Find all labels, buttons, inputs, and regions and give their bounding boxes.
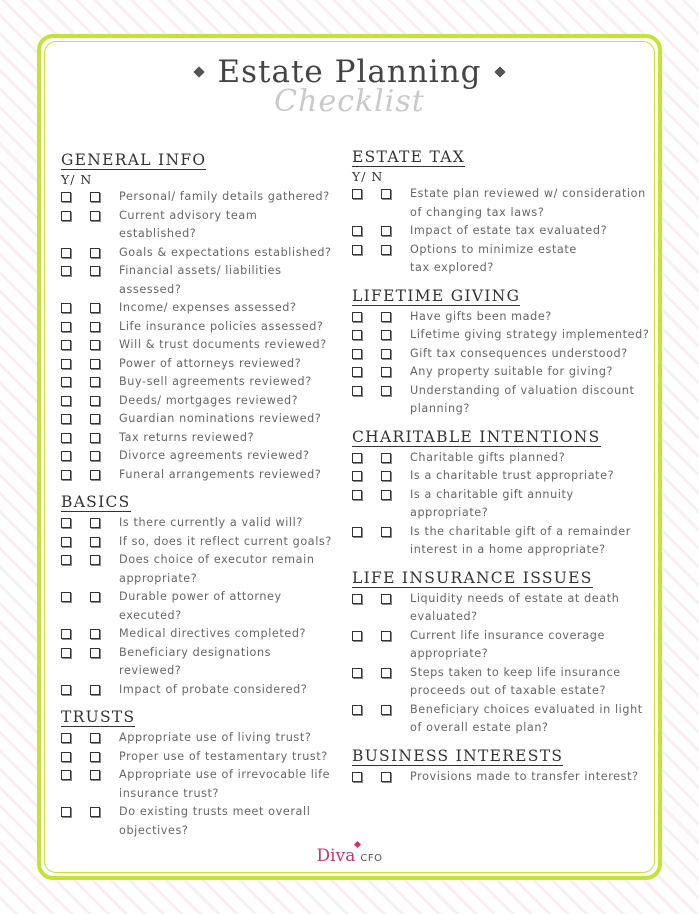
item-line: Impact of probate considered?	[119, 682, 308, 696]
item-line: Medical directives completed?	[119, 627, 307, 640]
item-line: Charitable gifts planned?	[410, 450, 566, 464]
item-text	[410, 345, 628, 364]
item-text	[119, 447, 310, 466]
section-estate-tax	[352, 147, 652, 278]
item-line: of changing tax laws?	[410, 205, 545, 219]
yes-checkbox[interactable]	[61, 685, 71, 695]
item-line: Options to minimize estate	[410, 242, 577, 256]
checklist-item	[61, 429, 336, 448]
no-checkbox[interactable]	[90, 396, 100, 406]
yes-checkbox[interactable]	[352, 312, 362, 322]
section-business-interests	[352, 746, 652, 787]
yes-checkbox[interactable]	[61, 752, 71, 762]
item-line: Current advisory team established?	[119, 208, 258, 240]
checklist-item	[61, 188, 336, 207]
no-checkbox[interactable]	[90, 629, 100, 639]
yes-checkbox[interactable]	[352, 668, 362, 678]
item-text	[119, 336, 327, 355]
no-checkbox[interactable]	[381, 349, 391, 359]
item-text	[410, 326, 649, 345]
item-text	[119, 429, 254, 448]
item-line: Is a charitable gift annuity	[410, 487, 574, 501]
no-checkbox[interactable]	[90, 685, 100, 695]
no-checkbox[interactable]	[381, 330, 391, 340]
yes-checkbox[interactable]	[61, 377, 71, 387]
item-text	[119, 729, 311, 748]
checklist-item	[61, 551, 336, 588]
checklist-item	[61, 681, 336, 700]
checklist-item	[352, 222, 652, 241]
yes-checkbox[interactable]	[61, 303, 71, 313]
checklist-item	[61, 447, 336, 466]
item-text	[119, 748, 328, 767]
item-text	[410, 308, 552, 327]
checklist-item	[352, 627, 652, 664]
logo	[0, 842, 699, 866]
item-line: Is a charitable trust appropriate?	[410, 469, 615, 482]
item-line: evaluated?	[410, 610, 478, 623]
title-text: Estate Planning	[217, 54, 482, 90]
no-checkbox[interactable]	[90, 807, 100, 817]
yes-checkbox[interactable]	[61, 629, 71, 639]
item-line: Deeds/ mortgages reviewed?	[119, 393, 299, 407]
checklist-item	[61, 355, 336, 374]
item-line: Impact of estate tax evaluated?	[410, 224, 608, 237]
yes-checkbox[interactable]	[352, 245, 362, 255]
yes-checkbox[interactable]	[61, 340, 71, 350]
left-column	[61, 150, 336, 848]
item-line: Appropriate use of irrevocable life	[119, 768, 331, 781]
item-line: Divorce agreements reviewed?	[119, 449, 310, 462]
logo-gem-icon	[354, 841, 361, 848]
item-line: Provisions made to transfer interest?	[410, 769, 639, 783]
checklist-item	[352, 467, 652, 486]
item-text	[410, 523, 631, 560]
yes-checkbox[interactable]	[61, 592, 71, 602]
checklist-item	[352, 486, 652, 523]
yes-checkbox[interactable]	[352, 594, 362, 604]
checklist-item	[61, 466, 336, 485]
yes-checkbox[interactable]	[352, 631, 362, 641]
item-line: Beneficiary designations reviewed?	[119, 645, 272, 677]
no-checkbox[interactable]	[90, 770, 100, 780]
item-line: Goals & expectations established?	[119, 245, 332, 259]
item-text	[119, 466, 321, 485]
item-line: Beneficiary choices evaluated in light	[410, 702, 643, 716]
no-checkbox[interactable]	[381, 189, 391, 199]
yes-checkbox[interactable]	[61, 537, 71, 547]
no-checkbox[interactable]	[90, 733, 100, 743]
item-line: objectives?	[119, 823, 189, 837]
item-text	[410, 467, 614, 486]
checklist-item	[61, 803, 336, 840]
item-text	[410, 363, 613, 382]
no-checkbox[interactable]	[90, 248, 100, 258]
checklist-item	[61, 299, 336, 318]
yes-checkbox[interactable]	[352, 349, 362, 359]
item-line: Steps taken to keep life insurance	[410, 665, 621, 679]
checklist-item	[61, 244, 336, 263]
checklist-item	[352, 382, 652, 419]
checklist-item	[61, 766, 336, 803]
checklist-item	[352, 449, 652, 468]
no-checkbox[interactable]	[381, 386, 391, 396]
item-text	[410, 486, 574, 523]
item-line: Have gifts been made?	[410, 309, 552, 323]
no-checkbox[interactable]	[90, 377, 100, 387]
no-checkbox[interactable]	[381, 631, 391, 641]
item-line: Durable power of attorney	[119, 590, 282, 603]
yes-checkbox[interactable]	[352, 772, 362, 782]
section-trusts	[61, 707, 336, 840]
no-checkbox[interactable]	[381, 527, 391, 537]
no-checkbox[interactable]	[90, 752, 100, 762]
item-line: planning?	[410, 402, 470, 415]
no-checkbox[interactable]	[90, 451, 100, 461]
checklist-item	[352, 701, 652, 738]
yes-checkbox[interactable]	[352, 453, 362, 463]
item-text	[410, 382, 634, 419]
checklist-item	[352, 363, 652, 382]
item-text	[119, 514, 303, 533]
item-text	[119, 410, 321, 429]
item-line: appropriate?	[410, 506, 489, 519]
item-line: Income/ expenses assessed?	[119, 301, 297, 314]
section-charitable-intentions	[352, 427, 652, 560]
yes-checkbox[interactable]	[61, 555, 71, 565]
item-line: appropriate?	[410, 647, 489, 660]
page-subtitle: Checklist	[274, 84, 425, 119]
section-title: ESTATE TAX	[352, 148, 466, 166]
item-text	[119, 681, 307, 700]
item-line: interest in a home appropriate?	[410, 543, 606, 556]
no-checkbox[interactable]	[90, 470, 100, 480]
item-line: Tax returns reviewed?	[119, 430, 255, 444]
item-text	[410, 701, 643, 738]
item-line: appropriate?	[119, 571, 198, 585]
item-text	[119, 373, 312, 392]
no-checkbox[interactable]	[90, 414, 100, 424]
item-line: Will & trust documents reviewed?	[119, 338, 327, 351]
right-column	[352, 147, 652, 794]
yes-checkbox[interactable]	[61, 266, 71, 276]
yes-checkbox[interactable]	[61, 451, 71, 461]
item-text	[119, 355, 301, 374]
yes-checkbox[interactable]	[352, 330, 362, 340]
no-checkbox[interactable]	[381, 490, 391, 500]
item-text	[410, 222, 607, 241]
yes-checkbox[interactable]	[61, 433, 71, 443]
checklist-item	[61, 410, 336, 429]
checklist-item	[352, 326, 652, 345]
item-text	[410, 664, 621, 701]
item-line: Does choice of executor remain	[119, 553, 315, 566]
no-checkbox[interactable]	[90, 322, 100, 332]
section-title: BUSINESS INTERESTS	[352, 746, 564, 765]
checklist-item	[61, 262, 336, 299]
no-checkbox[interactable]	[90, 266, 100, 276]
item-line: Buy-sell agreements reviewed?	[119, 375, 312, 388]
no-checkbox[interactable]	[381, 668, 391, 678]
no-checkbox[interactable]	[381, 471, 391, 481]
no-checkbox[interactable]	[90, 433, 100, 443]
yes-checkbox[interactable]	[61, 807, 71, 817]
yes-checkbox[interactable]	[61, 733, 71, 743]
item-text	[119, 803, 310, 840]
yes-checkbox[interactable]	[352, 490, 362, 500]
item-text	[119, 551, 315, 588]
checklist-item	[352, 345, 652, 364]
checklist-item	[61, 588, 336, 625]
item-line: If so, does it reflect current goals?	[119, 534, 332, 548]
checklist-item	[61, 644, 336, 681]
item-line: executed?	[119, 608, 182, 622]
section-basics	[61, 492, 336, 699]
checklist-item	[61, 533, 336, 552]
yes-checkbox[interactable]	[352, 527, 362, 537]
item-text	[410, 241, 577, 278]
item-line: Gift tax consequences understood?	[410, 346, 628, 360]
item-line: Understanding of valuation discount	[410, 383, 635, 397]
yes-checkbox[interactable]	[352, 367, 362, 377]
yes-checkbox[interactable]	[61, 192, 71, 202]
item-text	[410, 449, 565, 468]
no-checkbox[interactable]	[90, 537, 100, 547]
item-text	[119, 299, 297, 318]
section-title: TRUSTS	[61, 708, 136, 726]
yes-checkbox[interactable]	[352, 705, 362, 715]
yes-checkbox[interactable]	[352, 189, 362, 199]
item-line: Is the charitable gift of a remainder	[410, 524, 631, 538]
yes-checkbox[interactable]	[61, 518, 71, 528]
checklist-item	[61, 729, 336, 748]
no-checkbox[interactable]	[90, 192, 100, 202]
item-text	[410, 185, 646, 222]
item-text	[119, 318, 323, 337]
no-checkbox[interactable]	[381, 594, 391, 604]
checklist-item	[61, 625, 336, 644]
item-text	[119, 766, 330, 803]
item-line: Funeral arrangements reviewed?	[119, 467, 322, 481]
checklist-item	[352, 768, 652, 787]
item-line: Is there currently a valid will?	[119, 516, 303, 529]
checklist-item	[352, 590, 652, 627]
item-line: Liquidity needs of estate at death	[410, 591, 620, 605]
no-checkbox[interactable]	[381, 312, 391, 322]
item-line: Guardian nominations reviewed?	[119, 412, 322, 425]
section-title: LIFE INSURANCE ISSUES	[352, 568, 593, 587]
item-text	[119, 188, 330, 207]
item-line: proceeds out of taxable estate?	[410, 684, 607, 697]
item-text	[119, 262, 336, 299]
yes-checkbox[interactable]	[61, 248, 71, 258]
checklist-item	[352, 308, 652, 327]
item-text	[119, 533, 332, 552]
item-text	[410, 627, 605, 664]
item-line: Personal/ family details gathered?	[119, 190, 330, 203]
item-text	[119, 625, 306, 644]
checklist-item	[61, 514, 336, 533]
checklist-item	[352, 241, 652, 278]
yes-checkbox[interactable]	[61, 470, 71, 480]
no-checkbox[interactable]	[381, 772, 391, 782]
no-checkbox[interactable]	[90, 340, 100, 350]
item-line: Appropriate use of living trust?	[119, 731, 312, 744]
checklist-item	[61, 336, 336, 355]
section-title: GENERAL INFO	[61, 151, 207, 169]
checklist-item	[61, 748, 336, 767]
no-checkbox[interactable]	[90, 648, 100, 658]
no-checkbox[interactable]	[381, 226, 391, 236]
checklist-item	[61, 207, 336, 244]
diamond-ornament-right	[494, 66, 505, 77]
section-title: CHARITABLE INTENTIONS	[352, 427, 601, 446]
diamond-ornament-left	[194, 66, 205, 77]
section-title: BASICS	[61, 493, 131, 511]
yes-checkbox[interactable]	[61, 359, 71, 369]
checklist-item	[61, 373, 336, 392]
no-checkbox[interactable]	[90, 518, 100, 528]
item-line: Lifetime giving strategy implemented?	[410, 328, 650, 341]
no-checkbox[interactable]	[90, 359, 100, 369]
item-line: Life insurance policies assessed?	[119, 319, 324, 333]
item-line: Power of attorneys reviewed?	[119, 356, 302, 370]
no-checkbox[interactable]	[381, 453, 391, 463]
item-text	[119, 392, 298, 411]
item-line: Do existing trusts meet overall	[119, 805, 311, 818]
section-lifetime-giving	[352, 286, 652, 419]
no-checkbox[interactable]	[90, 303, 100, 313]
yes-checkbox[interactable]	[61, 396, 71, 406]
yes-checkbox[interactable]	[61, 648, 71, 658]
logo-suffix: CFO	[360, 853, 383, 864]
no-checkbox[interactable]	[381, 705, 391, 715]
no-checkbox[interactable]	[381, 367, 391, 377]
yes-checkbox[interactable]	[61, 211, 71, 221]
item-line: insurance trust?	[119, 786, 220, 800]
item-text	[119, 244, 332, 263]
yes-checkbox[interactable]	[61, 770, 71, 780]
item-line: of overall estate plan?	[410, 721, 549, 734]
item-text	[410, 768, 639, 787]
no-checkbox[interactable]	[381, 245, 391, 255]
item-text	[119, 644, 336, 681]
yes-checkbox[interactable]	[352, 471, 362, 481]
item-line: Financial assets/ liabilities assessed?	[119, 264, 282, 296]
yes-checkbox[interactable]	[352, 386, 362, 396]
yes-checkbox[interactable]	[352, 226, 362, 236]
section-general-info	[61, 150, 336, 484]
no-checkbox[interactable]	[90, 555, 100, 565]
item-line: Estate plan reviewed w/ consideration	[410, 187, 646, 200]
yes-checkbox[interactable]	[61, 322, 71, 332]
yes-no-header: Y/ N	[61, 172, 93, 187]
section-life-insurance-issues	[352, 568, 652, 738]
no-checkbox[interactable]	[90, 211, 100, 221]
checklist-item	[61, 392, 336, 411]
checklist-item	[61, 318, 336, 337]
yes-no-header: Y/ N	[352, 169, 384, 184]
item-line: Any property suitable for giving?	[410, 365, 614, 378]
item-line: Proper use of testamentary trust?	[119, 749, 328, 763]
checklist-item	[352, 523, 652, 560]
checklist-item	[352, 664, 652, 701]
item-line: tax explored?	[410, 261, 494, 274]
item-line: Current life insurance coverage	[410, 628, 605, 642]
logo-brand: Diva	[316, 846, 356, 866]
item-text	[119, 207, 336, 244]
checklist-item	[352, 185, 652, 222]
item-text	[119, 588, 282, 625]
item-text	[410, 590, 619, 627]
yes-checkbox[interactable]	[61, 414, 71, 424]
no-checkbox[interactable]	[90, 592, 100, 602]
section-title: LIFETIME GIVING	[352, 286, 521, 305]
